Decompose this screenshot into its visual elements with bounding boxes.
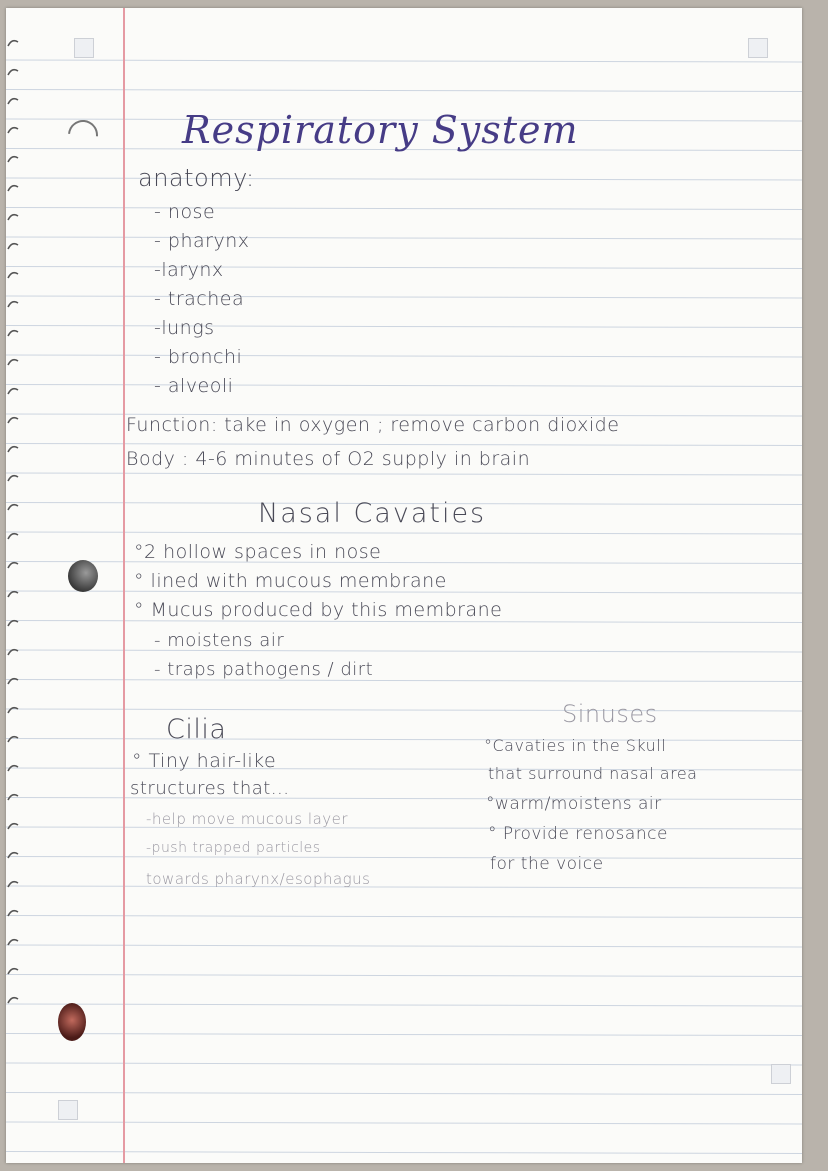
spiral-ring xyxy=(8,99,18,104)
cilia-subitem: -push trapped particles xyxy=(146,840,321,856)
spiral-ring xyxy=(8,302,18,307)
ruled-line xyxy=(6,650,802,652)
ruled-line xyxy=(6,975,802,977)
spiral-ring xyxy=(8,940,18,945)
list-item: - bronchi xyxy=(154,346,243,368)
list-item: -lungs xyxy=(154,317,215,339)
binder-hole-middle xyxy=(68,560,98,592)
ruled-line xyxy=(6,886,802,888)
spiral-ring xyxy=(8,679,18,684)
list-item: ° lined with mucous membrane xyxy=(134,570,447,592)
page-title: Respiratory System xyxy=(182,108,579,152)
spiral-ring xyxy=(8,998,18,1003)
list-item: - moistens air xyxy=(154,630,285,651)
sinuses-heading: Sinuses xyxy=(562,700,658,728)
list-item: - nose xyxy=(154,201,216,223)
notebook-page xyxy=(6,8,802,1163)
function-line: Function: take in oxygen ; remove carbon dioxide xyxy=(126,414,620,436)
spiral-ring xyxy=(8,505,18,510)
corner-mark-bottom-left xyxy=(58,1100,78,1120)
ruled-line xyxy=(6,1152,802,1154)
ruled-line xyxy=(6,296,802,298)
spiral-ring xyxy=(8,795,18,800)
ruled-line xyxy=(6,473,802,475)
ruled-line xyxy=(6,326,802,328)
corner-mark-top-right xyxy=(748,38,768,58)
margin-line xyxy=(123,8,125,1163)
body-line: Body : 4-6 minutes of O2 supply in brain xyxy=(126,448,531,470)
corner-mark-bottom-right xyxy=(771,1064,791,1084)
spiral-ring xyxy=(8,824,18,829)
spiral-ring xyxy=(8,708,18,713)
spiral-ring xyxy=(8,621,18,626)
list-item: - trachea xyxy=(154,288,245,310)
ruled-line xyxy=(6,385,802,387)
ruled-line xyxy=(6,857,802,859)
anatomy-heading: anatomy: xyxy=(138,164,255,192)
ruled-line xyxy=(6,1122,802,1124)
list-item: ° Mucus produced by this membrane xyxy=(134,599,503,621)
ruled-line xyxy=(6,90,802,92)
spiral-ring xyxy=(8,563,18,568)
nasal-heading: Nasal Cavaties xyxy=(258,498,487,529)
cilia-subitem: towards pharynx/esophagus xyxy=(146,870,371,888)
spiral-ring xyxy=(8,41,18,46)
cilia-line: structures that... xyxy=(130,778,290,799)
cilia-heading: Cilia xyxy=(166,714,227,745)
spiral-ring xyxy=(8,331,18,336)
ruled-line xyxy=(6,709,802,711)
list-item: - pharynx xyxy=(154,230,250,252)
ruled-line xyxy=(6,237,802,239)
ruled-line xyxy=(6,532,802,534)
corner-mark-top-left xyxy=(74,38,94,58)
ruled-line xyxy=(6,178,802,180)
spiral-ring xyxy=(8,273,18,278)
ruled-line xyxy=(6,827,802,829)
spiral-ring xyxy=(8,447,18,452)
sinuses-line: °Cavaties in the Skull xyxy=(484,736,667,755)
ruled-line xyxy=(6,355,802,357)
ruled-line xyxy=(6,1063,802,1065)
spiral-ring xyxy=(8,969,18,974)
ruled-line xyxy=(6,208,802,210)
spiral-ring xyxy=(8,215,18,220)
spiral-ring xyxy=(8,882,18,887)
list-item: -larynx xyxy=(154,259,224,281)
ruled-line xyxy=(6,916,802,918)
spiral-ring xyxy=(8,766,18,771)
spiral-ring xyxy=(8,360,18,365)
spiral-ring xyxy=(8,157,18,162)
spiral-ring xyxy=(8,70,18,75)
sinuses-line: that surround nasal area xyxy=(488,764,698,783)
spiral-ring xyxy=(8,128,18,133)
spiral-ring xyxy=(8,418,18,423)
spiral-binding xyxy=(6,28,22,1028)
ruled-line xyxy=(6,1093,802,1095)
ruled-line xyxy=(6,945,802,947)
ruled-line xyxy=(6,267,802,269)
list-item: - alveoli xyxy=(154,375,234,397)
sinuses-line: for the voice xyxy=(490,854,604,874)
ruled-line xyxy=(6,680,802,682)
spiral-ring xyxy=(8,592,18,597)
ruled-line xyxy=(6,444,802,446)
ruled-line xyxy=(6,739,802,741)
spiral-ring xyxy=(8,650,18,655)
spiral-ring xyxy=(8,534,18,539)
spiral-ring xyxy=(8,244,18,249)
cilia-line: ° Tiny hair-like xyxy=(132,750,277,772)
spiral-ring xyxy=(8,911,18,916)
spiral-ring xyxy=(8,853,18,858)
spiral-ring xyxy=(8,737,18,742)
sinuses-line: ° Provide renosance xyxy=(488,824,668,844)
list-item: - traps pathogens / dirt xyxy=(154,659,374,680)
binder-hole-bottom xyxy=(58,1003,86,1041)
spiral-ring xyxy=(8,476,18,481)
ruled-line xyxy=(6,798,802,800)
ruled-line xyxy=(6,60,802,62)
ruled-line xyxy=(6,1004,802,1006)
sinuses-line: °warm/moistens air xyxy=(486,794,662,814)
cilia-subitem: -help move mucous layer xyxy=(146,810,349,828)
list-item: °2 hollow spaces in nose xyxy=(134,541,382,563)
spiral-ring xyxy=(8,186,18,191)
spiral-ring xyxy=(8,389,18,394)
ruled-line xyxy=(6,1034,802,1036)
ruled-line xyxy=(6,562,802,564)
